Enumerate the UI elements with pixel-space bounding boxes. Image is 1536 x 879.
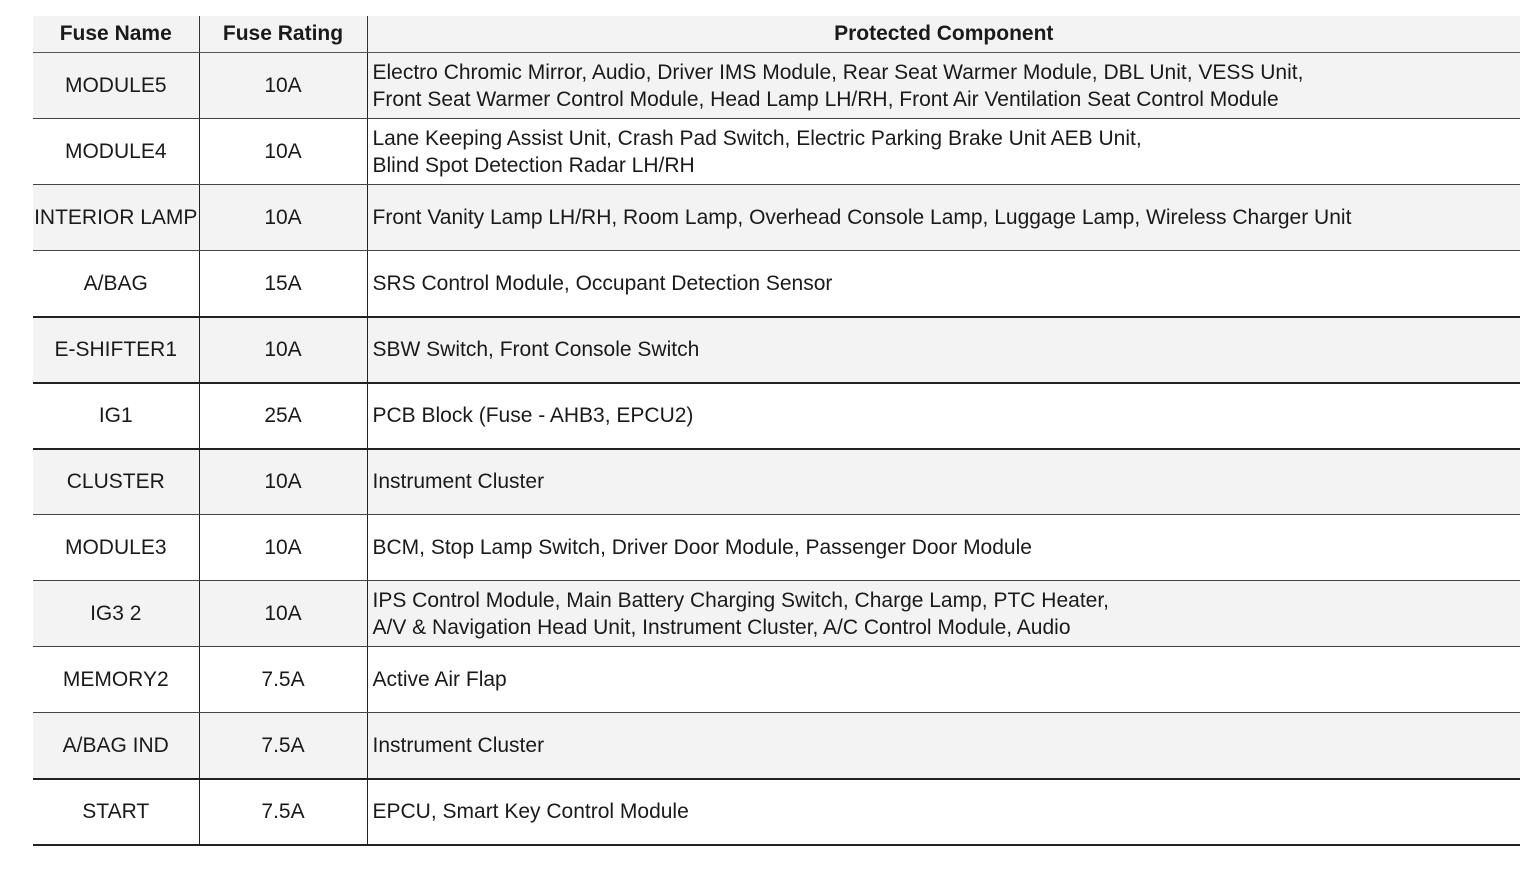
header-protected-component: Protected Component [367,16,1520,53]
protected-component-cell [367,713,1520,779]
table-row [33,515,1520,581]
component-line: IPS Control Module, Main Battery Charging Switch, Charge Lamp, PTC Heater, [372,588,1109,612]
component-line: A/V & Navigation Head Unit, Instrument Cluster, A/C Control Module, Audio [372,615,1071,639]
table-row [33,713,1520,779]
header-fuse-rating: Fuse Rating [199,16,367,53]
protected-component-cell [367,647,1520,713]
component-line: Instrument Cluster [372,733,545,757]
header-row [33,16,1520,53]
component-line: EPCU, Smart Key Control Module [372,800,689,823]
component-line: Active Air Flap [372,668,507,691]
table-row [33,449,1520,515]
fuse-rating-cell: 10A [199,317,367,383]
component-line: BCM, Stop Lamp Switch, Driver Door Module, Passenger Door Module [372,536,1032,559]
fuse-table [33,16,1520,846]
fuse-rating-cell: 7.5A [199,647,367,713]
table-body [33,53,1520,845]
component-line: Instrument Cluster [372,470,545,494]
component-line: SRS Control Module, Occupant Detection Sensor [372,271,833,295]
fuse-name-cell: MODULE5 [33,53,199,119]
fuse-rating-cell: 10A [199,119,367,185]
fuse-name-cell: START [33,779,199,845]
table-row [33,53,1520,119]
component-line: Blind Spot Detection Radar LH/RH [372,153,695,177]
protected-component-cell [367,581,1520,647]
component-line: Front Seat Warmer Control Module, Head Lamp LH/RH, Front Air Ventilation Seat Control Module [372,87,1279,111]
fuse-rating-cell: 7.5A [199,779,367,845]
protected-component-cell [367,53,1520,119]
protected-component-cell [367,185,1520,251]
fuse-rating-cell: 10A [199,581,367,647]
table-row [33,119,1520,185]
fuse-name-cell: MODULE3 [33,515,199,581]
component-line: Electro Chromic Mirror, Audio, Driver IMS Module, Rear Seat Warmer Module, DBL Unit, VESS Unit, [372,60,1304,84]
fuse-name-cell: E-SHIFTER1 [33,317,199,383]
table-row [33,581,1520,647]
component-line: PCB Block (Fuse - AHB3, EPCU2) [372,404,694,427]
table-row [33,251,1520,317]
fuse-name-cell: MODULE4 [33,119,199,185]
fuse-rating-cell: 7.5A [199,713,367,779]
component-line: Front Vanity Lamp LH/RH, Room Lamp, Overhead Console Lamp, Luggage Lamp, Wireless Charger Unit [372,206,1352,229]
fuse-rating-cell: 10A [199,185,367,251]
protected-component-cell [367,449,1520,515]
component-line: SBW Switch, Front Console Switch [372,338,700,361]
fuse-rating-cell: 10A [199,449,367,515]
fuse-name-cell: INTERIOR LAMP [33,185,199,251]
fuse-name-cell: MEMORY2 [33,647,199,713]
fuse-name-cell: A/BAG [33,251,199,317]
table-row [33,317,1520,383]
fuse-rating-cell: 10A [199,53,367,119]
table-header [33,16,1520,53]
protected-component-cell [367,779,1520,845]
protected-component-cell [367,383,1520,449]
fuse-name-cell: IG1 [33,383,199,449]
fuse-rating-cell: 15A [199,251,367,317]
table-row [33,383,1520,449]
fuse-name-cell: CLUSTER [33,449,199,515]
table-row [33,779,1520,845]
protected-component-cell [367,251,1520,317]
table-row [33,185,1520,251]
fuse-rating-cell: 10A [199,515,367,581]
protected-component-cell [367,119,1520,185]
fuse-name-cell: IG3 2 [33,581,199,647]
fuse-rating-cell: 25A [199,383,367,449]
table-row [33,647,1520,713]
component-line: Lane Keeping Assist Unit, Crash Pad Switch, Electric Parking Brake Unit AEB Unit, [372,126,1142,150]
fuse-name-cell: A/BAG IND [33,713,199,779]
protected-component-cell [367,317,1520,383]
protected-component-cell [367,515,1520,581]
header-fuse-name: Fuse Name [33,16,199,53]
